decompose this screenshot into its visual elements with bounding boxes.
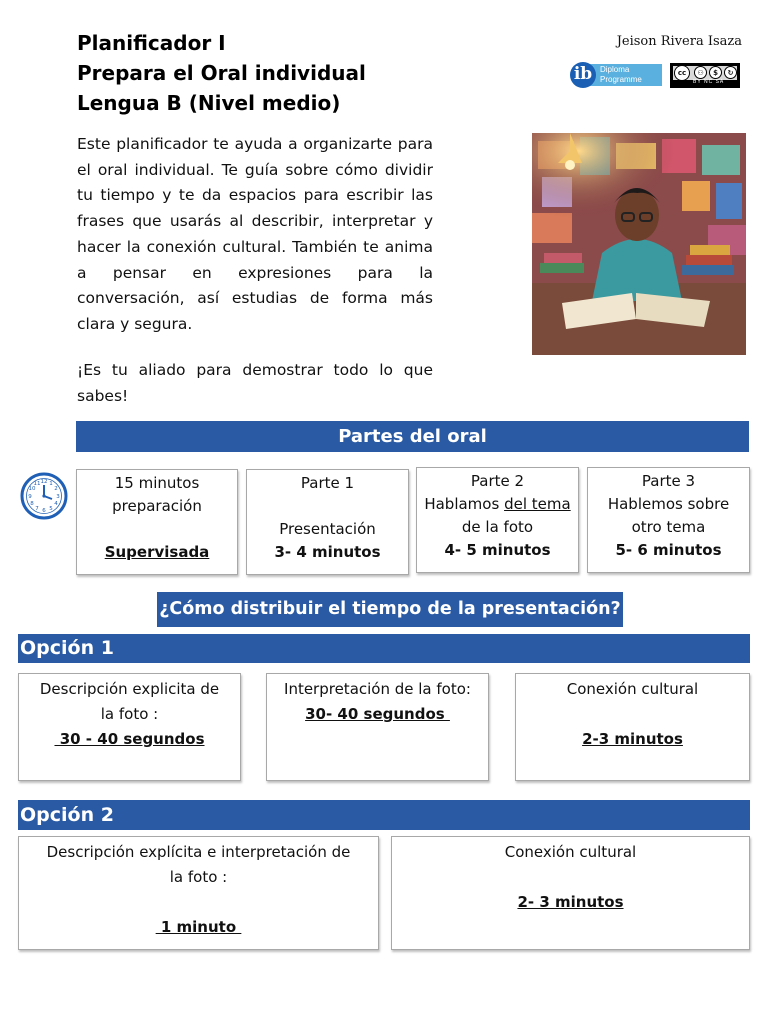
option-2-description-line-1: Descripción explícita e interpretación de [46,843,351,861]
svg-text:9: 9 [28,494,32,500]
ib-label-line-1: Diploma [600,65,630,74]
option-1-cultural-time: 2-3 minutos [582,730,683,748]
part-3-description-line-2: otro tema [631,518,706,536]
part-2-description-line-2: de la foto [461,518,534,536]
svg-text:5: 5 [49,506,53,512]
svg-text:7: 7 [35,506,39,512]
part-1-title: Parte 1 [300,474,355,492]
part-1-card [246,469,409,575]
svg-text:12: 12 [40,479,48,485]
page-title-line-1: Planificador I [77,31,226,55]
prep-time-card [76,469,238,575]
option-1-cultural-label: Conexión cultural [566,680,699,698]
ib-programme-label [590,64,662,86]
cc-icon: cc [674,65,690,81]
part-3-card [587,467,750,573]
clock-icon [20,472,68,520]
logos-row [570,60,742,90]
option-2-description-time: 1 minuto [155,918,242,936]
part-1-description: Presentación [279,520,376,538]
nc-icon: $ [709,66,722,79]
svg-text:6: 6 [42,508,46,514]
sa-icon: ↻ [724,66,737,79]
part-2-description-line-1 [417,493,578,516]
part-2-duration: 4- 5 minutos [444,541,551,559]
option-1-description-card [18,673,241,781]
student-studying-illustration [532,133,746,355]
parts-heading: Partes del oral [76,421,749,452]
cc-license-icon [670,63,740,88]
part-3-description-line-1: Hablemos sobre [607,495,730,513]
part-2-description-text: Hablamos [424,495,505,513]
part-3-title: Parte 3 [641,472,696,490]
option-1-interpretation-label: Interpretación de la foto: [284,680,471,698]
option-2-cultural-time: 2- 3 minutos [517,893,624,911]
svg-text:10: 10 [28,486,36,492]
option-2-heading: Opción 2 [18,800,750,830]
part-2-title: Parte 2 [470,472,525,490]
page-title-line-3: Lengua B (Nivel medio) [77,91,341,115]
svg-text:4: 4 [54,501,58,507]
svg-text:3: 3 [56,494,60,500]
svg-text:2: 2 [54,486,58,492]
part-2-description-underlined: del tema [504,495,571,513]
prep-line-1: 15 minutos [114,474,200,492]
page-title-line-2: Prepara el Oral individual [77,61,366,85]
cc-license-labels: BY NC SA [693,79,725,85]
option-1-interpretation-time: 30- 40 segundos [305,705,450,723]
ib-label-line-2: Programme [600,75,642,84]
option-2-description-card [18,836,379,950]
part-3-duration: 5- 6 minutos [615,541,722,559]
option-1-description-line-2: la foto : [100,705,159,723]
option-1-cultural-card [515,673,750,781]
option-1-heading: Opción 1 [18,634,750,663]
option-1-description-line-1: Descripción explicita de [39,680,220,698]
svg-text:8: 8 [30,501,34,507]
option-2-cultural-card [391,836,750,950]
distribution-heading: ¿Cómo distribuir el tiempo de la presentación? [157,592,623,627]
ib-logo-icon: ib [570,62,596,88]
option-2-cultural-label: Conexión cultural [504,843,637,861]
author-name: Jeison Rivera Isaza [616,34,742,49]
option-1-interpretation-card [266,673,489,781]
by-icon: ⚇ [694,66,707,79]
svg-text:1: 1 [49,481,53,487]
part-1-duration: 3- 4 minutos [274,543,381,561]
intro-paragraph: Este planificador te ayuda a organizarte para el oral individual. Te guía sobre cómo dividir tu tiempo y te da espacios para escribir las frases que usarás al describir, interpretar y hacer la conexión cultural. También te anima a pensar en expresiones para la conversación, así estudias de forma más clara y segura. [77,135,433,333]
option-1-description-time: 30 - 40 segundos [54,730,205,748]
svg-text:11: 11 [33,481,41,487]
part-2-card [416,467,579,573]
prep-supervised-label: Supervisada [104,543,210,561]
prep-line-2: preparación [112,497,202,515]
option-2-description-line-2: la foto : [169,868,228,886]
intro-closing-paragraph: ¡Es tu aliado para demostrar todo lo que sabes! [77,361,433,405]
